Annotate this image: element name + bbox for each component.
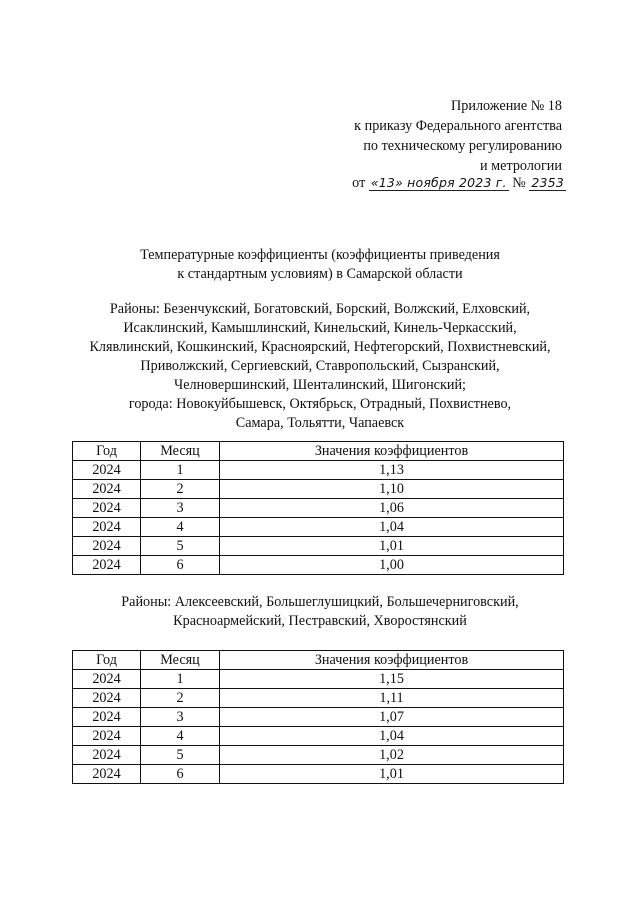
districts-line: Клявлинский, Кошкинский, Красноярский, Нефтегорский, Похвистневский, — [89, 339, 551, 355]
col-header-month: Месяц — [141, 442, 220, 461]
order-date-line — [266, 172, 566, 194]
cell-value: 1,07 — [220, 708, 564, 727]
cell-value: 1,02 — [220, 746, 564, 765]
districts-line: города: Новокуйбышевск, Октябрьск, Отрадный, Похвистнево, — [128, 396, 512, 412]
table-row — [73, 689, 564, 708]
cell-year: 2024 — [73, 537, 141, 556]
table-row — [73, 461, 564, 480]
col-header-year: Год — [73, 442, 141, 461]
cell-year: 2024 — [73, 480, 141, 499]
document-title — [0, 246, 640, 284]
cell-month: 2 — [141, 480, 220, 499]
table-row — [73, 746, 564, 765]
cell-year: 2024 — [73, 518, 141, 537]
cell-value: 1,01 — [220, 537, 564, 556]
cell-value: 1,04 — [220, 518, 564, 537]
cell-year: 2024 — [73, 556, 141, 575]
districts-list-2 — [50, 593, 590, 631]
cell-month: 5 — [141, 537, 220, 556]
cell-value: 1,06 — [220, 499, 564, 518]
districts-line: Красноармейский, Пестравский, Хворостянский — [173, 613, 467, 629]
cell-value: 1,10 — [220, 480, 564, 499]
cell-month: 3 — [141, 708, 220, 727]
cell-year: 2024 — [73, 746, 141, 765]
table-row — [73, 480, 564, 499]
date-prefix: от — [352, 175, 366, 191]
title-line: к стандартным условиям) в Самарской области — [177, 266, 463, 282]
col-header-value: Значения коэффициентов — [220, 442, 564, 461]
header-line: и метрологии — [480, 158, 562, 174]
cell-value: 1,11 — [220, 689, 564, 708]
cell-year: 2024 — [73, 765, 141, 784]
col-header-month: Месяц — [141, 651, 220, 670]
table-row — [73, 670, 564, 689]
cell-month: 2 — [141, 689, 220, 708]
table-header-row — [73, 442, 564, 461]
districts-line: Самара, Тольятти, Чапаевск — [235, 415, 405, 431]
table-row — [73, 556, 564, 575]
cell-value: 1,13 — [220, 461, 564, 480]
appendix-header — [262, 96, 562, 176]
cell-value: 1,04 — [220, 727, 564, 746]
cell-year: 2024 — [73, 708, 141, 727]
districts-line: Челновершинский, Шенталинский, Шигонский; — [174, 377, 466, 393]
districts-line: Приволжский, Сергиевский, Ставропольский, Сызранский, — [140, 358, 500, 374]
table-row — [73, 765, 564, 784]
header-line: по техническому регулированию — [363, 138, 562, 154]
table-row — [73, 537, 564, 556]
table-header-row — [73, 651, 564, 670]
cell-month: 6 — [141, 556, 220, 575]
cell-year: 2024 — [73, 727, 141, 746]
cell-month: 4 — [141, 518, 220, 537]
cell-year: 2024 — [73, 499, 141, 518]
title-line: Температурные коэффициенты (коэффициенты приведения — [140, 247, 500, 263]
header-line: Приложение № 18 — [451, 98, 562, 114]
table-row — [73, 727, 564, 746]
cell-month: 1 — [141, 670, 220, 689]
handwritten-date: «13» ноября 2023 г. — [370, 175, 507, 190]
header-line: к приказу Федерального агентства — [354, 118, 562, 134]
table-row — [73, 499, 564, 518]
cell-year: 2024 — [73, 689, 141, 708]
col-header-year: Год — [73, 651, 141, 670]
handwritten-number: 2353 — [531, 175, 564, 190]
coefficients-table-1 — [72, 441, 564, 575]
districts-list-1 — [50, 300, 590, 433]
cell-month: 1 — [141, 461, 220, 480]
cell-value: 1,00 — [220, 556, 564, 575]
cell-month: 4 — [141, 727, 220, 746]
cell-value: 1,01 — [220, 765, 564, 784]
col-header-value: Значения коэффициентов — [220, 651, 564, 670]
cell-value: 1,15 — [220, 670, 564, 689]
number-sign: № — [512, 175, 526, 191]
cell-year: 2024 — [73, 670, 141, 689]
cell-month: 5 — [141, 746, 220, 765]
districts-line: Районы: Алексеевский, Большеглушицкий, Большечерниговский, — [121, 594, 519, 610]
coefficients-table-2 — [72, 650, 564, 784]
districts-line: Исаклинский, Камышлинский, Кинельский, Кинель-Черкасский, — [123, 320, 517, 336]
cell-year: 2024 — [73, 461, 141, 480]
table-row — [73, 708, 564, 727]
table-row — [73, 518, 564, 537]
cell-month: 3 — [141, 499, 220, 518]
districts-line: Районы: Безенчукский, Богатовский, Борский, Волжский, Елховский, — [109, 301, 531, 317]
cell-month: 6 — [141, 765, 220, 784]
